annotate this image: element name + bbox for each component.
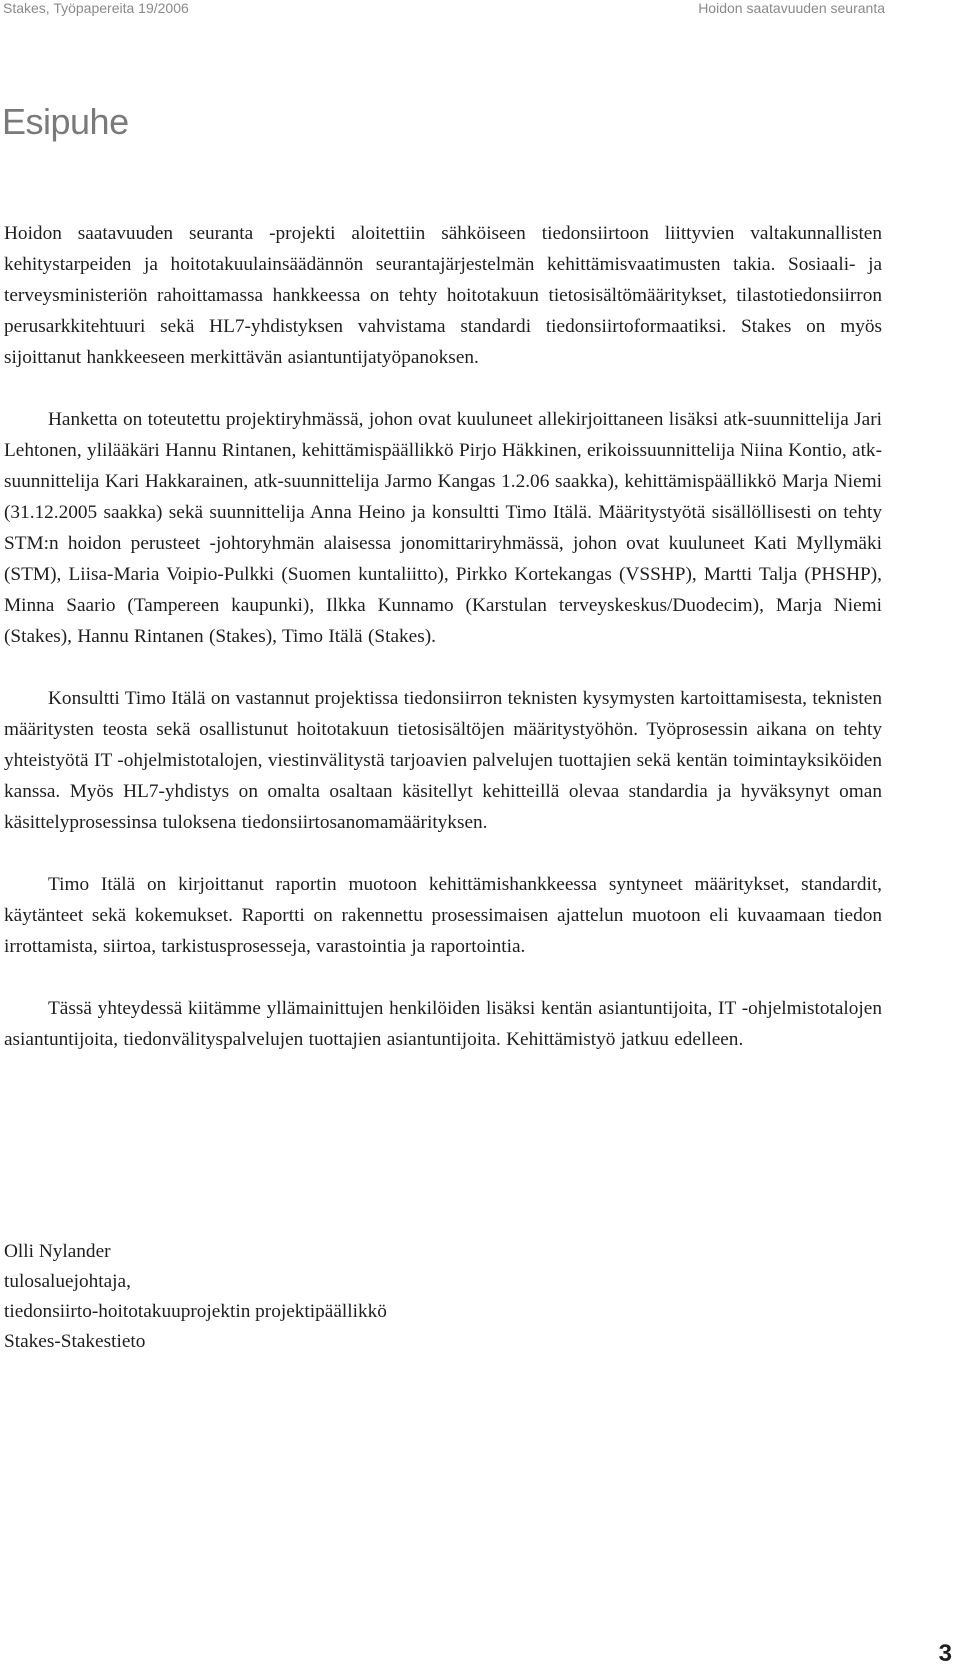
paragraph-thanks: Tässä yhteydessä kiitämme yllämainittujen henkilöiden lisäksi kentän asiantuntijoita, IT -ohjelmistotalojen asiantuntijoita, tiedonvälityspalvelujen tuottajien asiantuntijoita. Kehittämistyö jatkuu edelleen. bbox=[4, 998, 882, 1050]
header-publication: Stakes, Työpapereita 19/2006 bbox=[3, 0, 189, 16]
signature-title: tulosaluejohtaja, bbox=[4, 1271, 131, 1292]
signature-name: Olli Nylander bbox=[4, 1241, 111, 1262]
signature-block bbox=[4, 1237, 387, 1357]
page-title: Esipuhe bbox=[2, 101, 129, 142]
page-number: 3 bbox=[938, 1640, 952, 1667]
signature-role: tiedonsiirto-hoitotakuuprojektin projektipäällikkö bbox=[4, 1301, 387, 1322]
header-report-title: Hoidon saatavuuden seuranta bbox=[698, 0, 885, 16]
paragraph-intro: Hoidon saatavuuden seuranta -projekti aloitettiin sähköiseen tiedonsiirtoon liittyvien valtakunnallisten kehitystarpeiden ja hoitotakuulainsäädännön seurantajärjestelmän kehittämisvaatimusten takia. Sosiaali- ja terveysministeriön rahoittamassa hankkeessa on tehty hoitotakuun tietosisältömääritykset, tilastotiedonsiirron perusarkkitehtuuri sekä HL7-yhdistyksen vahvistama standardi tiedonsiirtoformaatiksi. Stakes on myös sijoittanut hankkeeseen merkittävän asiantuntijatyöpanoksen. bbox=[4, 223, 882, 368]
paragraph-consultant: Konsultti Timo Itälä on vastannut projektissa tiedonsiirron teknisten kysymysten kartoittamisesta, teknisten määritysten teosta sekä osallistunut hoitotakuun tietosisältöjen määritystyöhön. Työprosessin aikana on tehty yhteistyötä IT -ohjelmistotalojen, viestinvälitystä tarjoavien palvelujen tuottajien sekä kentän toimintayksiköiden kanssa. Myös HL7-yhdistys on omalta osaltaan käsitellyt kehitteillä olevaa standardia ja hyväksynyt oman käsittelyprosessinsa tuloksena tiedonsiirtosanomamäärityksen. bbox=[4, 688, 882, 833]
paragraph-project-team: Hanketta on toteutettu projektiryhmässä, johon ovat kuuluneet allekirjoittaneen lisäksi atk-suunnittelija Jari Lehtonen, ylilääkäri Hannu Rintanen, kehittämispäällikkö Pirjo Häkkinen, erikoissuunnittelija Niina Kontio, atk-suunnittelija Kari Hakkarainen, atk-suunnittelija Jarmo Kangas 1.2.06 saakka), kehittämispäällikkö Marja Niemi (31.12.2005 saakka) sekä suunnittelija Anna Heino ja konsultti Timo Itälä. Määritystyötä sisällöllisesti on tehty STM:n hoidon perusteet -johtoryhmän alaisessa jonomittariryhmässä, johon ovat kuuluneet Kati Myllymäki (STM), Liisa-Maria Voipio-Pulkki (Suomen kuntaliitto), Pirkko Kortekangas (VSSHP), Martti Talja (PHSHP), Minna Saario (Tampereen kaupunki), Ilkka Kunnamo (Karstulan terveyskeskus/Duodecim), Marja Niemi (Stakes), Hannu Rintanen (Stakes), Timo Itälä (Stakes). bbox=[4, 409, 882, 647]
body-text bbox=[4, 218, 882, 1055]
running-header bbox=[0, 0, 960, 20]
signature-organization: Stakes-Stakestieto bbox=[4, 1331, 146, 1352]
paragraph-report: Timo Itälä on kirjoittanut raportin muotoon kehittämishankkeessa syntyneet määritykset, standardit, käytänteet sekä kokemukset. Raportti on rakennettu prosessimaisen ajattelun muotoon eli kuvaamaan tiedon irrottamista, siirtoa, tarkistusprosesseja, varastointia ja raportointia. bbox=[4, 874, 882, 957]
